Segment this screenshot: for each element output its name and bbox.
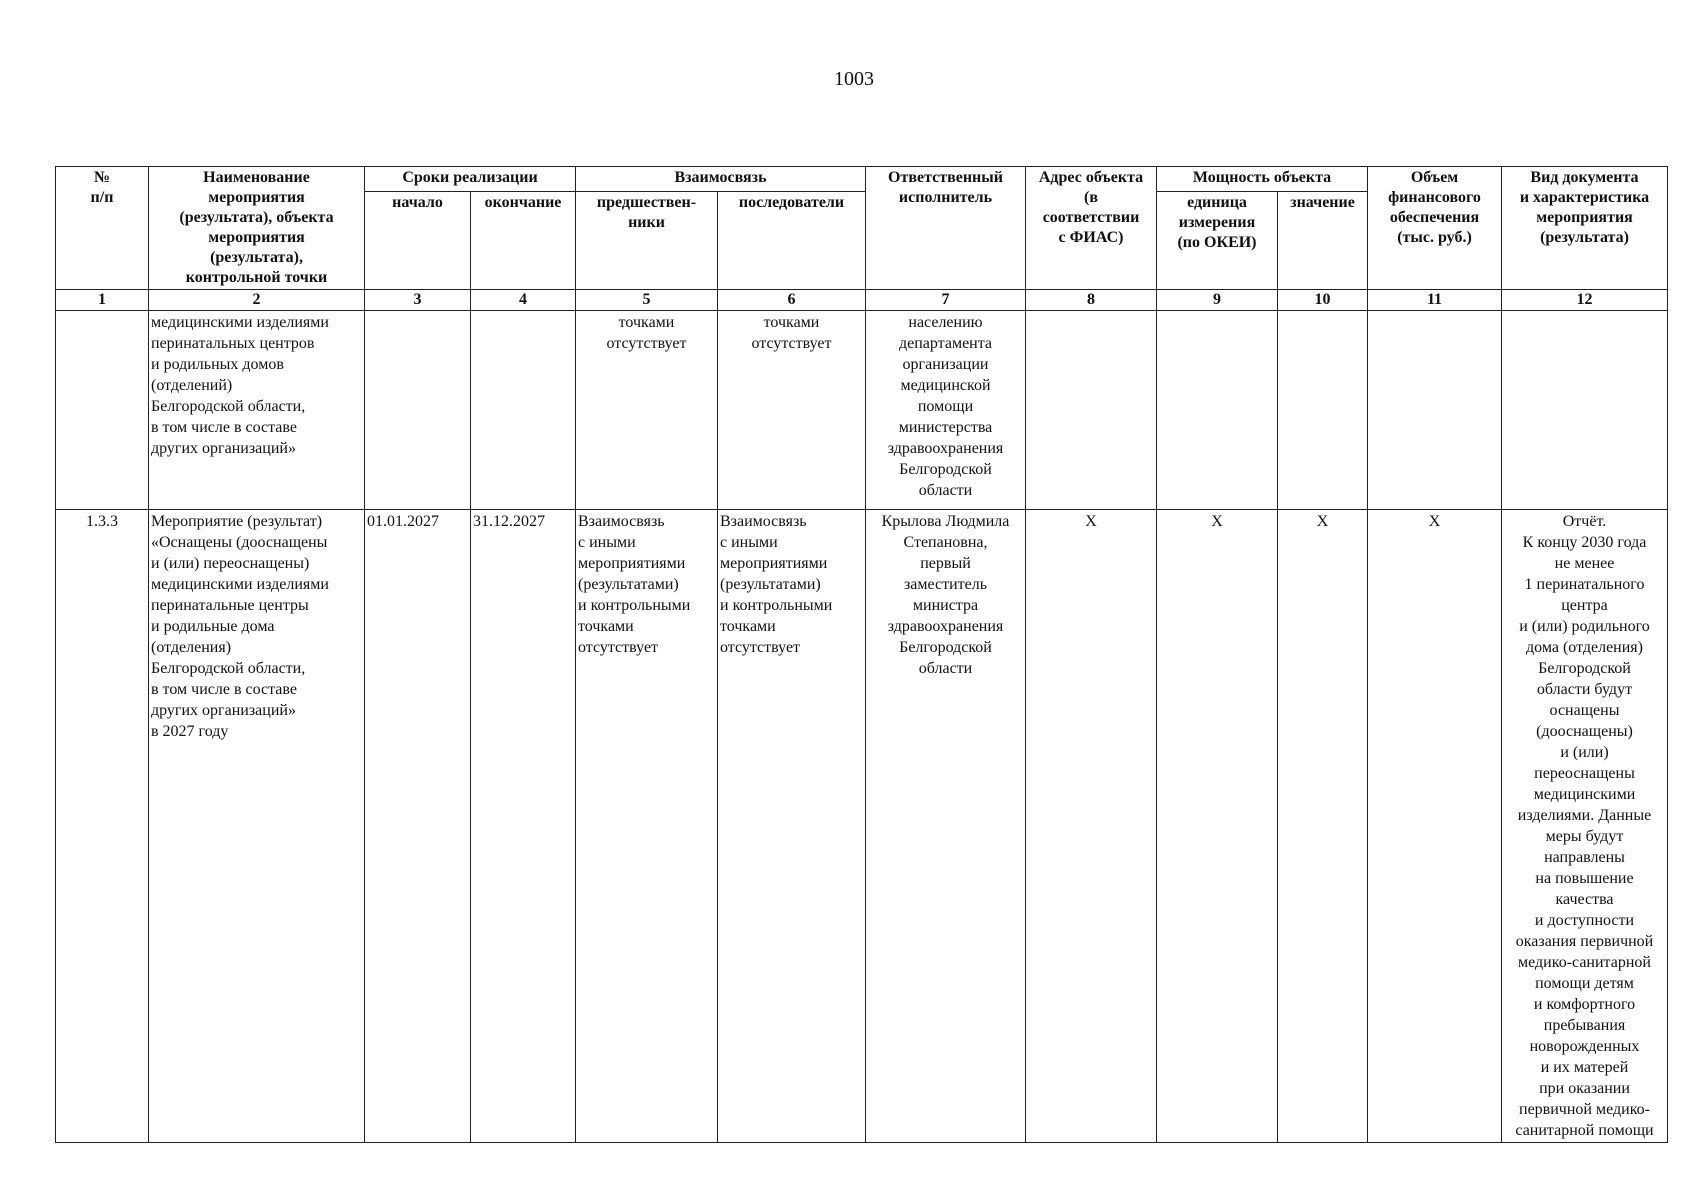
column-number: 2	[149, 290, 365, 311]
table-row	[56, 510, 1668, 1143]
header-dates-group: Сроки реализации	[365, 167, 576, 192]
cell-successors: Взаимосвязь с иными мероприятиями (результатами) и контрольными точками отсутствует	[718, 510, 866, 1143]
cell-predecessors: точками отсутствует	[576, 311, 718, 510]
cell-finance	[1368, 311, 1502, 510]
cell-name: медицинскими изделиями перинатальных центров и родильных домов (отделений) Белгородской области, в том числе в составе других организаций»	[149, 311, 365, 510]
header-end: окончание	[471, 191, 576, 289]
cell-name: Мероприятие (результат) «Оснащены (дооснащены и (или) переоснащены) медицинскими изделиями перинатальные центры и родильные дома (отделения) Белгородской области, в том числе в составе других организаций» в 2027 году	[149, 510, 365, 1143]
column-number: 3	[365, 290, 471, 311]
cell-predecessors: Взаимосвязь с иными мероприятиями (результатами) и контрольными точками отсутствует	[576, 510, 718, 1143]
cell-finance: Х	[1368, 510, 1502, 1143]
column-number: 10	[1278, 290, 1368, 311]
cell-document: Отчёт. К концу 2030 года не менее 1 перинатального центра и (или) родильного дома (отделения) Белгородской области будут оснащены (дооснащены) и (или) переоснащены медицинскими изделиями. Данные меры будут направлены на повышение качества и доступности оказания первичной медико-санитарной помощи детям и комфортного пребывания новорожденных и их матерей при оказании первичной медико- санитарной помощи	[1502, 510, 1668, 1143]
cell-responsible: Крылова Людмила Степановна, первый заместитель министра здравоохранения Белгородской области	[866, 510, 1026, 1143]
column-number: 11	[1368, 290, 1502, 311]
cell-start: 01.01.2027	[365, 510, 471, 1143]
column-number: 4	[471, 290, 576, 311]
header-unit: единица измерения (по ОКЕИ)	[1157, 191, 1278, 289]
cell-document	[1502, 311, 1668, 510]
header-responsible: Ответственный исполнитель	[866, 167, 1026, 290]
column-number: 1	[56, 290, 149, 311]
header-start: начало	[365, 191, 471, 289]
header-finance: Объем финансового обеспечения (тыс. руб.)	[1368, 167, 1502, 290]
header-successors: последователи	[718, 191, 866, 289]
cell-responsible: населению департамента организации медицинской помощи министерства здравоохранения Белгородской области	[866, 311, 1026, 510]
cell-value: Х	[1278, 510, 1368, 1143]
column-number: 12	[1502, 290, 1668, 311]
cell-num: 1.3.3	[56, 510, 149, 1143]
cell-value	[1278, 311, 1368, 510]
cell-end: 31.12.2027	[471, 510, 576, 1143]
cell-address	[1026, 311, 1157, 510]
table-row	[56, 311, 1668, 510]
header-predecessors: предшествен- ники	[576, 191, 718, 289]
activities-table	[55, 166, 1668, 1143]
column-number: 5	[576, 290, 718, 311]
column-number-row	[56, 290, 1668, 311]
cell-successors: точками отсутствует	[718, 311, 866, 510]
column-number: 9	[1157, 290, 1278, 311]
cell-start	[365, 311, 471, 510]
cell-num	[56, 311, 149, 510]
column-number: 6	[718, 290, 866, 311]
cell-unit	[1157, 311, 1278, 510]
header-links-group: Взаимосвязь	[576, 167, 866, 192]
header-address: Адрес объекта (в соответствии с ФИАС)	[1026, 167, 1157, 290]
cell-end	[471, 311, 576, 510]
column-number: 8	[1026, 290, 1157, 311]
page-number: 1003	[834, 68, 874, 90]
column-number: 7	[866, 290, 1026, 311]
header-num: № п/п	[56, 167, 149, 290]
header-value: значение	[1278, 191, 1368, 289]
cell-address: Х	[1026, 510, 1157, 1143]
header-name: Наименование мероприятия (результата), объекта мероприятия (результата), контрольной точки	[149, 167, 365, 290]
header-document: Вид документа и характеристика мероприятия (результата)	[1502, 167, 1668, 290]
cell-unit: Х	[1157, 510, 1278, 1143]
header-capacity-group: Мощность объекта	[1157, 167, 1368, 192]
